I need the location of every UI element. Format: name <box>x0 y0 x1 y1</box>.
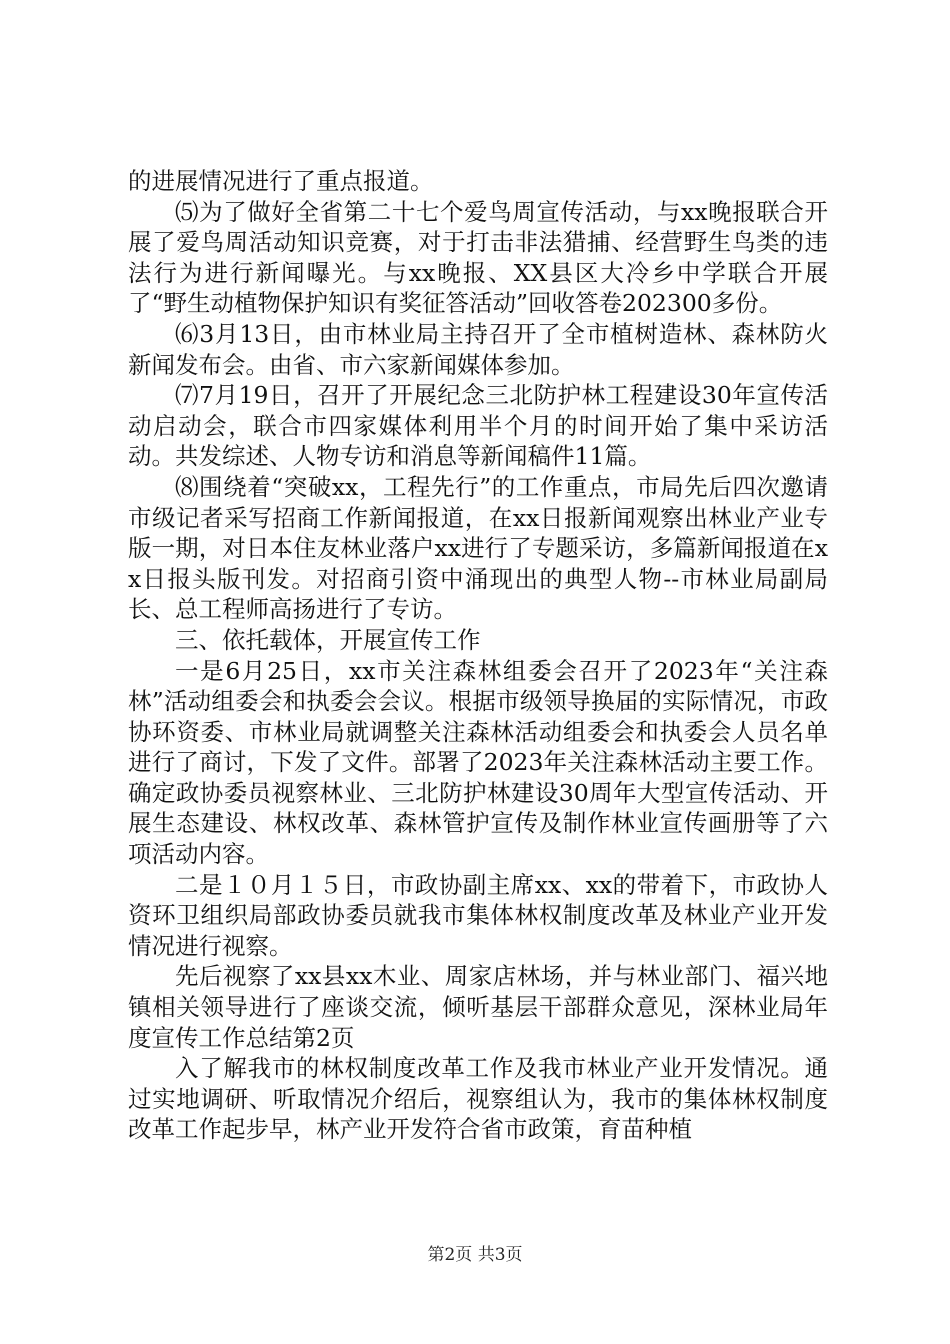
section-heading-3: 三、依托载体，开展宣传工作 <box>175 625 481 654</box>
paragraph-findings: 入了解我市的林权制度改革工作及我市林业产业开发情况。通过实地调研、听取情况介绍后，视察组认为，我市的集体林权制度改革工作起步早，林产业开发符合省市政策，育苗种植 <box>128 1054 828 1144</box>
document-body <box>128 166 828 1145</box>
paragraph-item-7: ⑺7月19日，召开了开展纪念三北防护林工程建设30年宣传活动启动会，联合市四家媒体利用半个月的时间开始了集中采访活动。共发综述、人物专访和消息等新闻稿件11篇。 <box>128 381 828 471</box>
paragraph-item-8: ⑻围绕着“突破xx，工程先行”的工作重点，市局先后四次邀请市级记者采写招商工作新闻报道，在xx日报新闻观察出林业产业专版一期，对日本住友林业落户xx进行了专题采访，多篇新闻报道在xx日报头版刊发。对招商引资中涌现出的典型人物--市林业局副局长、总工程师高扬进行了专访。 <box>128 472 828 624</box>
page-footer: 第2页 共3页 <box>427 1245 523 1265</box>
paragraph-item-5: ⑸为了做好全省第二十七个爱鸟周宣传活动，与xx晚报联合开展了爱鸟周活动知识竞赛，对于打击非法猎捕、经营野生鸟类的违法行为进行新闻曝光。与xx晚报、XX县区大冷乡中学联合开展了“野生动植物保护知识有奖征答活动”回收答卷202300多份。 <box>128 197 828 318</box>
paragraph-second-point: 二是１０月１５日，市政协副主席xx、xx的带着下，市政协人资环卫组织局部政协委员就我市集体林权制度改革及林业产业开发情况进行视察。 <box>128 870 828 960</box>
paragraph-item-6: ⑹3月13日，由市林业局主持召开了全市植树造林、森林防火新闻发布会。由省、市六家新闻媒体参加。 <box>128 319 828 379</box>
paragraph-continuation: 的进展情况进行了重点报道。 <box>128 167 434 195</box>
paragraph-first-point: 一是6月25日，xx市关注森林组委会召开了2023年“关注森林”活动组委会和执委会会议。根据市级领导换届的实际情况，市政协环资委、市林业局就调整关注森林活动组委会和执委会人员名单进行了商讨，下发了文件。部署了2023年关注森林活动主要工作。确定政协委员视察林业、三北防护林建设30周年大型宣传活动、开展生态建设、林权改革、森林管护宣传及制作林业宣传画册等了六项活动内容。 <box>128 656 828 869</box>
paragraph-inspection: 先后视察了xx县xx木业、周家店林场，并与林业部门、福兴地镇相关领导进行了座谈交流，倾听基层干部群众意见，深林业局年度宣传工作总结第2页 <box>128 962 828 1052</box>
